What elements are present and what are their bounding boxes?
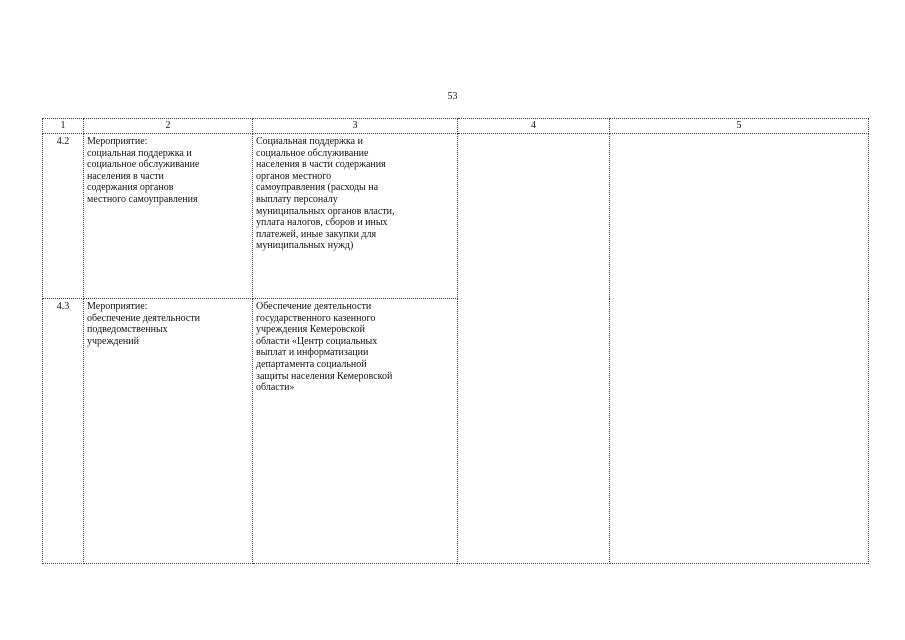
row-number: 4.3	[43, 299, 84, 564]
event-description-cell: Социальная поддержка и социальное обслуживание населения в части содержания органов местного самоуправления (расходы на выплату персоналу муниципальных органов власти, уплата налогов, сборов и иных платежей, иные закупки для муниципальных нужд)	[253, 134, 458, 299]
event-description-cell: Обеспечение деятельности государственного казенного учреждения Кемеровской области «Центр социальных выплат и информатизации департамента социальной защиты населения Кемеровской области»	[253, 299, 458, 564]
header-col-3: 3	[253, 119, 458, 134]
table-row	[43, 134, 869, 299]
header-col-1: 1	[43, 119, 84, 134]
header-col-5: 5	[610, 119, 869, 134]
event-name-cell: Мероприятие: обеспечение деятельности подведомственных учреждений	[84, 299, 253, 564]
event-name-cell: Мероприятие: социальная поддержка и социальное обслуживание населения в части содержания органов местного самоуправления	[84, 134, 253, 299]
header-row	[43, 119, 869, 134]
header-col-2: 2	[84, 119, 253, 134]
header-col-4: 4	[458, 119, 610, 134]
page-number: 53	[447, 91, 458, 102]
empty-cell-col-5	[610, 134, 869, 564]
program-table	[42, 118, 869, 564]
empty-cell-col-4	[458, 134, 610, 564]
row-number: 4.2	[43, 134, 84, 299]
